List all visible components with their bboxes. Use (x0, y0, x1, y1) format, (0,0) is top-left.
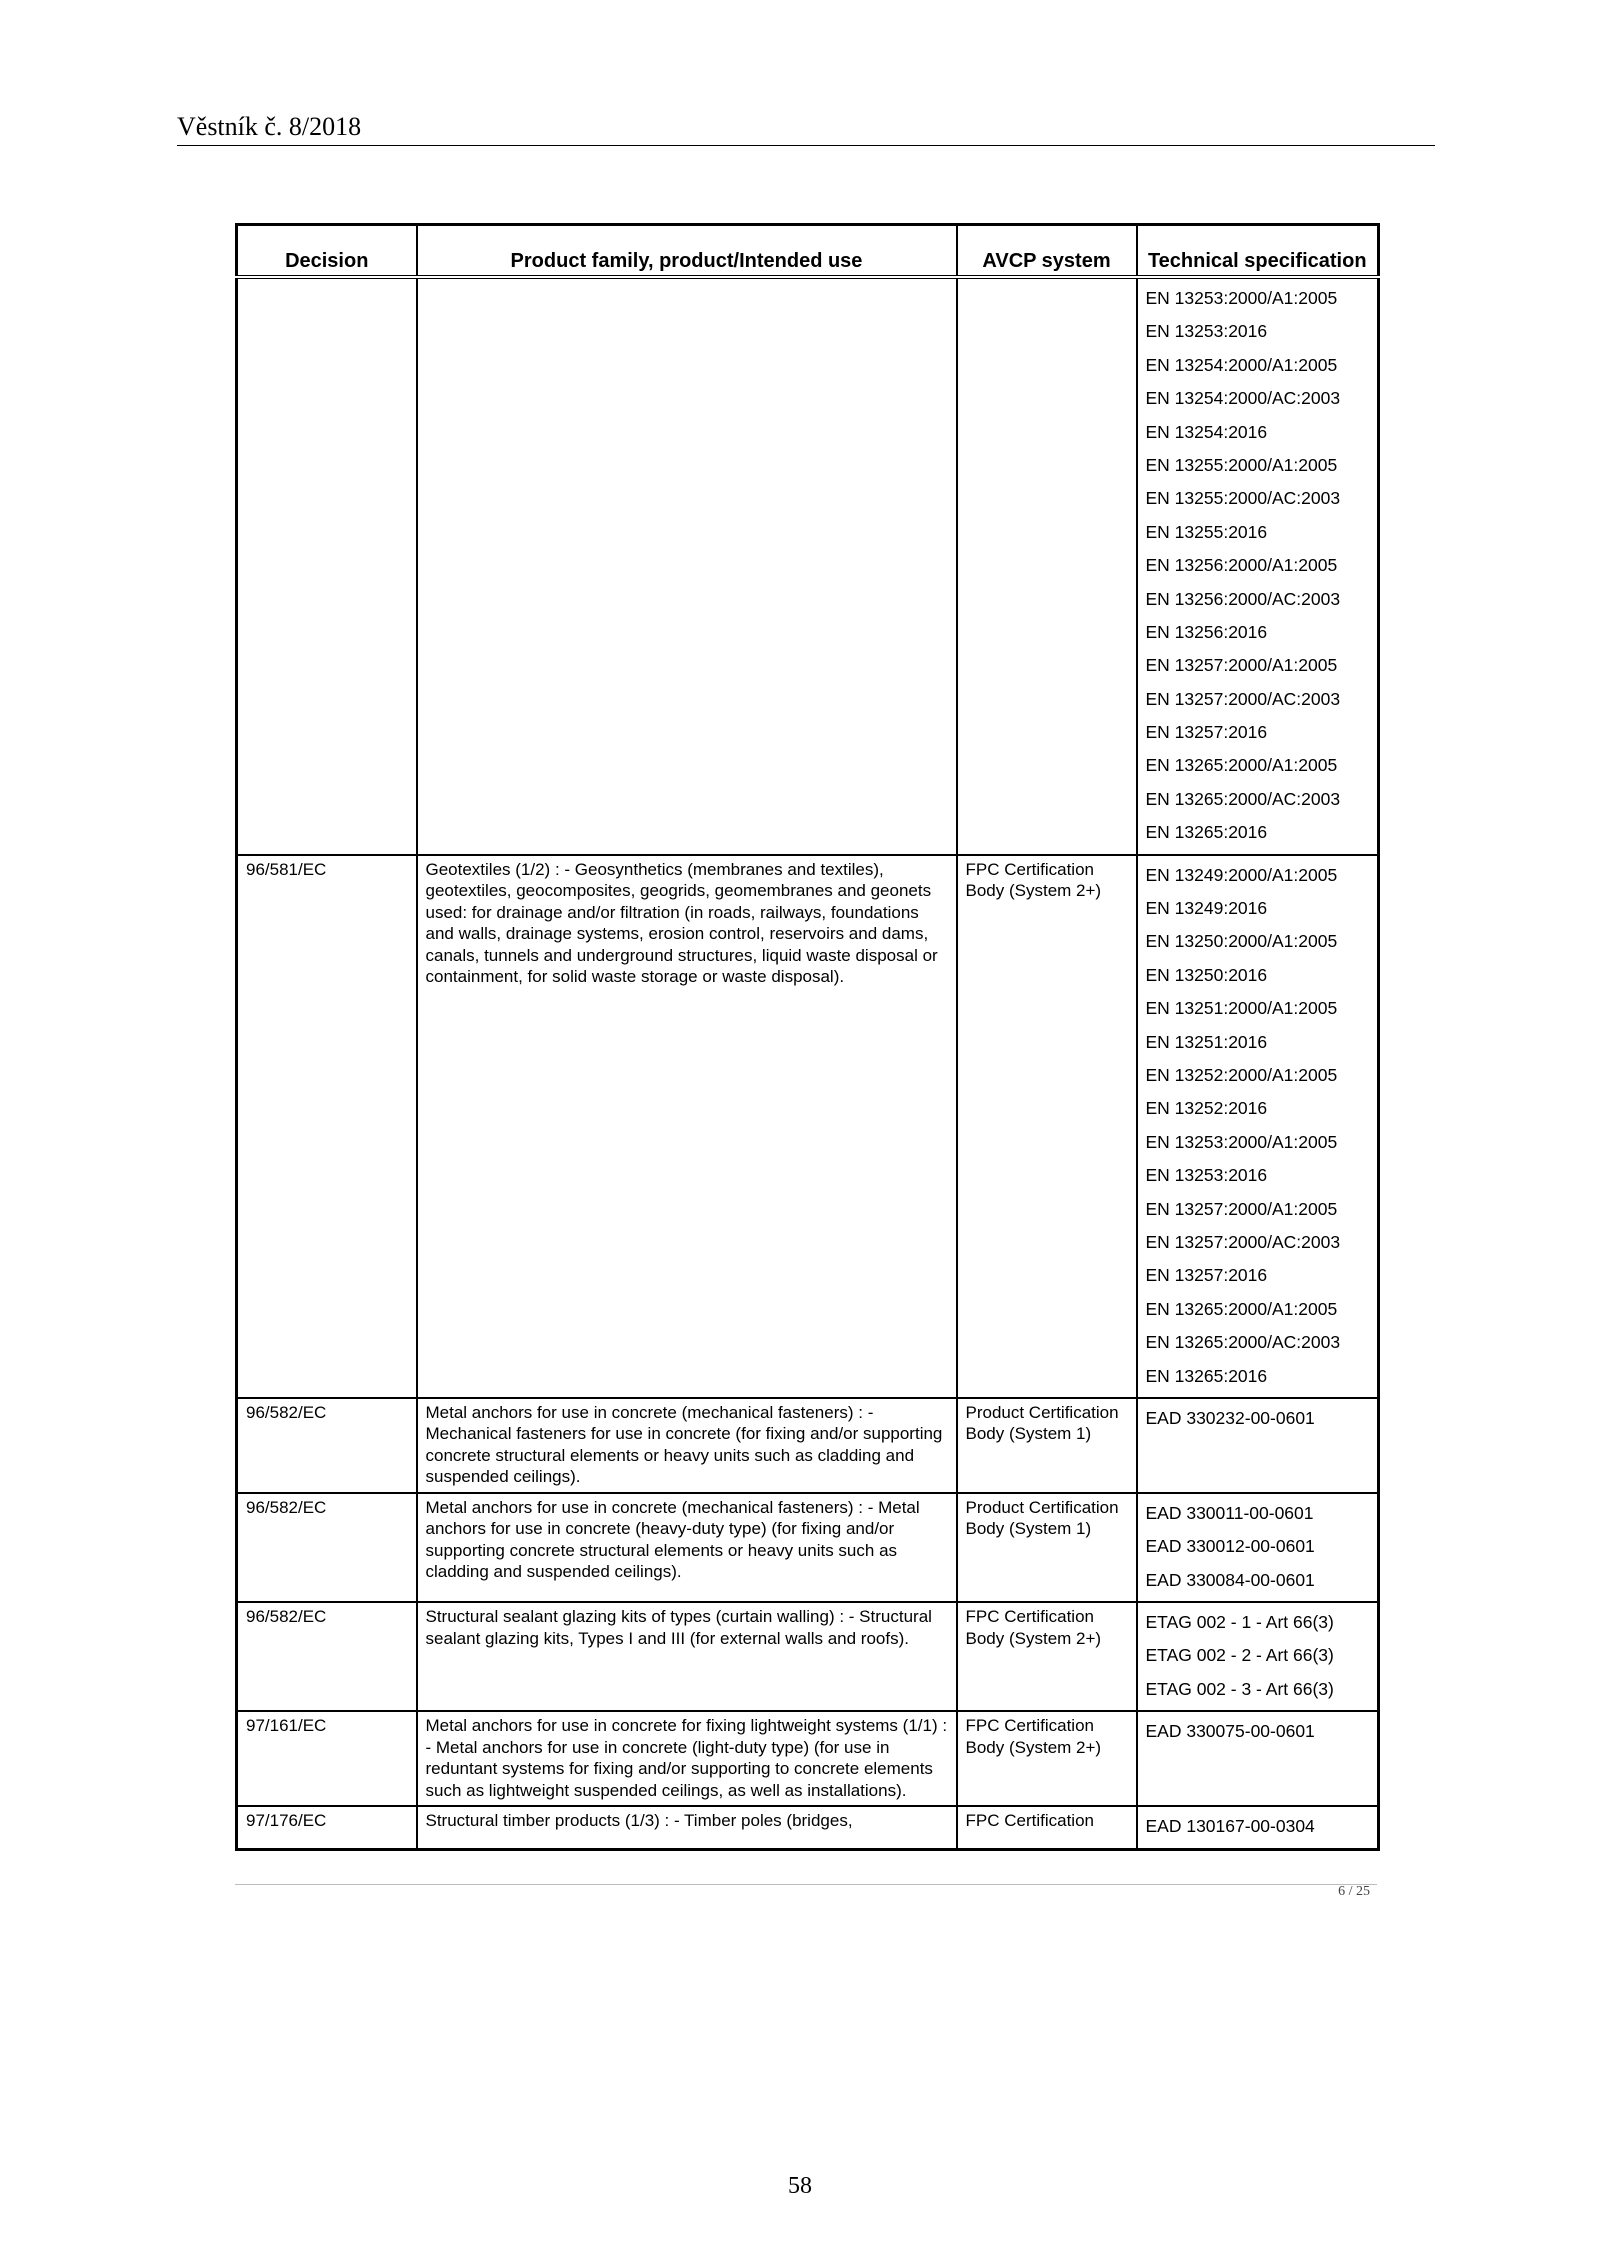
table-row (237, 1806, 1379, 1849)
specification-item: EN 13257:2016 (1145, 722, 1268, 743)
specification-item: EN 13265:2016 (1145, 822, 1268, 843)
specification-item: EN 13265:2000/A1:2005 (1145, 1298, 1338, 1319)
specification-item: EAD 330012-00-0601 (1145, 1536, 1315, 1557)
table-row (237, 1493, 1379, 1602)
product-cell: Structural timber products (1/3) : - Timber poles (bridges, (417, 1806, 957, 1849)
specification-item: EN 13265:2000/A1:2005 (1145, 755, 1338, 776)
page-count: 6 / 25 (1338, 1884, 1370, 1899)
specification-item: EN 13251:2016 (1145, 1031, 1268, 1052)
column-header-product: Product family, product/Intended use (417, 225, 957, 278)
table-row (237, 1602, 1379, 1711)
decision-cell: 96/582/EC (237, 1398, 417, 1493)
specification-item: EN 13257:2016 (1145, 1265, 1268, 1286)
specification-item: EAD 330232-00-0601 (1145, 1407, 1315, 1428)
table-row (237, 1711, 1379, 1806)
decision-cell: 97/176/EC (237, 1806, 417, 1849)
specification-item: EN 13257:2000/AC:2003 (1145, 688, 1341, 709)
specification-item: EN 13255:2000/A1:2005 (1145, 454, 1338, 475)
journal-title: Věstník č. 8/2018 (177, 112, 362, 141)
specification-item: EN 13257:2000/AC:2003 (1145, 1231, 1341, 1252)
specification-item: EN 13256:2016 (1145, 621, 1268, 642)
decision-cell: 96/582/EC (237, 1493, 417, 1602)
specification-item: EAD 130167-00-0304 (1145, 1816, 1315, 1837)
decision-cell: 96/581/EC (237, 855, 417, 1398)
specification-item: EN 13250:2000/A1:2005 (1145, 931, 1338, 952)
specification-item: EN 13253:2000/A1:2005 (1145, 1131, 1338, 1152)
specification-cell (1137, 855, 1379, 1398)
specification-cell (1137, 1711, 1379, 1806)
specification-item: EN 13254:2000/AC:2003 (1145, 388, 1341, 409)
specification-item: EN 13255:2016 (1145, 521, 1268, 542)
product-cell: Metal anchors for use in concrete (mechanical fasteners) : - Mechanical fasteners for use in concrete (for fixing and/or supporting concrete structural elements or heavy units such as cladding and suspended ceilings). (417, 1398, 957, 1493)
avcp-cell: FPC Certification Body (System 2+) (957, 1602, 1137, 1711)
table-row (237, 855, 1379, 1398)
specification-cell (1137, 1806, 1379, 1849)
avcp-cell: Product Certification Body (System 1) (957, 1398, 1137, 1493)
column-header-decision: Decision (237, 225, 417, 278)
specification-item: EN 13256:2000/A1:2005 (1145, 555, 1338, 576)
avcp-cell: FPC Certification (957, 1806, 1137, 1849)
specification-item: EN 13265:2000/AC:2003 (1145, 788, 1341, 809)
avcp-cell: FPC Certification Body (System 2+) (957, 1711, 1137, 1806)
specification-item: ETAG 002 - 1 - Art 66(3) (1145, 1612, 1334, 1633)
specification-cell (1137, 277, 1379, 855)
product-cell (417, 277, 957, 855)
avcp-cell (957, 277, 1137, 855)
specification-item: EN 13265:2016 (1145, 1365, 1268, 1386)
specification-item: EN 13250:2016 (1145, 964, 1268, 985)
decision-cell: 96/582/EC (237, 1602, 417, 1711)
specification-cell (1137, 1602, 1379, 1711)
specification-item: EN 13253:2000/A1:2005 (1145, 288, 1338, 308)
footer-divider (235, 1884, 1377, 1885)
avcp-cell: Product Certification Body (System 1) (957, 1493, 1137, 1602)
decision-cell: 97/161/EC (237, 1711, 417, 1806)
specification-item: EN 13251:2000/A1:2005 (1145, 998, 1338, 1019)
product-cell: Structural sealant glazing kits of types (curtain walling) : - Structural sealant glazing kits, Types I and III (for external walls and roofs). (417, 1602, 957, 1711)
specification-item: EAD 330075-00-0601 (1145, 1721, 1315, 1742)
specification-item: EN 13249:2016 (1145, 898, 1268, 919)
table-body (237, 277, 1379, 1849)
specification-cell (1137, 1398, 1379, 1493)
product-cell: Metal anchors for use in concrete (mechanical fasteners) : - Metal anchors for use in concrete (heavy-duty type) (for fixing and/or supporting concrete structural elements or heavy units such as cladding and suspended ceilings). (417, 1493, 957, 1602)
decision-cell (237, 277, 417, 855)
specification-item: EN 13252:2000/A1:2005 (1145, 1064, 1338, 1085)
decisions-table (235, 223, 1380, 1851)
header-divider (177, 145, 1435, 146)
product-cell: Metal anchors for use in concrete for fixing lightweight systems (1/1) : - Metal anchors for use in concrete (light-duty type) (for use in reduntant systems for fixing and/or supporting to concrete elements such as lightweight suspended ceilings, as well as installations). (417, 1711, 957, 1806)
table-row (237, 277, 1379, 855)
page-number: 58 (788, 2173, 812, 2199)
table-header (237, 225, 1379, 278)
product-cell: Geotextiles (1/2) : - Geosynthetics (membranes and textiles), geotextiles, geocomposites, geogrids, geomembranes and geonets used: for drainage and/or filtration (in roads, railways, foundations and walls, drainage systems, erosion control, reservoirs and dams, canals, tunnels and underground structures, liquid waste disposal or containment, for solid waste storage or waste disposal). (417, 855, 957, 1398)
specification-item: EN 13253:2016 (1145, 1165, 1268, 1186)
specification-item: EN 13257:2000/A1:2005 (1145, 655, 1338, 676)
column-header-specification: Technical specification (1137, 225, 1379, 278)
specification-item: EAD 330084-00-0601 (1145, 1569, 1315, 1590)
specification-item: EN 13249:2000/A1:2005 (1145, 864, 1338, 885)
specification-item: EN 13257:2000/A1:2005 (1145, 1198, 1338, 1219)
specification-cell (1137, 1493, 1379, 1602)
column-header-avcp: AVCP system (957, 225, 1137, 278)
specification-item: EN 13255:2000/AC:2003 (1145, 488, 1341, 509)
specification-item: EAD 330011-00-0601 (1145, 1502, 1314, 1523)
avcp-cell: FPC Certification Body (System 2+) (957, 855, 1137, 1398)
specification-item: EN 13252:2016 (1145, 1098, 1268, 1119)
specification-item: ETAG 002 - 2 - Art 66(3) (1145, 1645, 1334, 1666)
specification-item: EN 13254:2016 (1145, 421, 1268, 442)
specification-item: ETAG 002 - 3 - Art 66(3) (1145, 1678, 1334, 1699)
table-row (237, 1398, 1379, 1493)
specification-item: EN 13254:2000/A1:2005 (1145, 354, 1338, 375)
specification-item: EN 13253:2016 (1145, 321, 1268, 342)
specification-item: EN 13265:2000/AC:2003 (1145, 1332, 1341, 1353)
specification-item: EN 13256:2000/AC:2003 (1145, 588, 1341, 609)
